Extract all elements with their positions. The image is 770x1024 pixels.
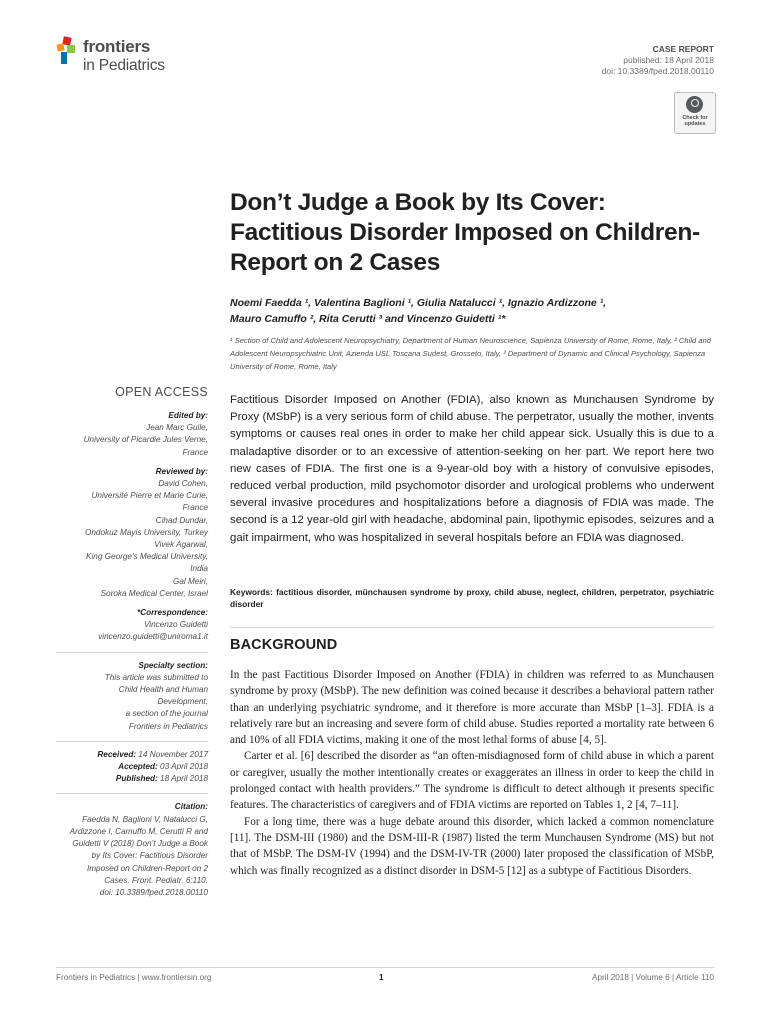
edited-by-heading: Edited by: <box>168 411 208 420</box>
body-paragraph: Carter et al. [6] described the disorder as “an often-misdiagnosed form of child abuse in which a parent or caregiver, usually the mother intentionally creates or exaggerates an illness in order to keep the child in prolonged contact with health providers.” The syndrome is difficult to detect although it presents specific features. The characteristics of caregivers and of FDIA victims are reported on Tables 1, 2 [4, 7–11]. <box>230 750 714 812</box>
citation-line: Ardizzone I, Camuffo M, Cerutti R and <box>69 826 208 836</box>
published-date: published: 18 April 2018 <box>623 55 714 65</box>
specialty-line: Frontiers in Pediatrics <box>128 721 208 731</box>
citation-line: Cases. Front. Pediatr. 6:110. <box>104 875 208 885</box>
specialty-line: Child Health and Human <box>118 685 208 695</box>
published-date-sidebar: Published: 18 April 2018 <box>115 774 208 784</box>
specialty-line: Development, <box>157 697 208 707</box>
citation-heading: Citation: <box>174 802 208 812</box>
journal-logo[interactable] <box>55 33 205 81</box>
citation-line: Faedda N, Baglioni V, Natalucci G, <box>82 814 208 824</box>
authors-line: Noemi Faedda ¹, Valentina Baglioni ¹, Giulia Natalucci ¹, Ignazio Ardizzone ¹, <box>230 297 607 309</box>
article-meta <box>602 44 714 77</box>
correspondence-email[interactable]: vincenzo.guidetti@uniroma1.it <box>98 632 208 642</box>
article-title: Don’t Judge a Book by Its Cover: Factitious Disorder Imposed on Children-Report on 2 Cases <box>230 189 700 276</box>
doi-link[interactable]: doi: 10.3389/fped.2018.00110 <box>601 66 714 76</box>
editor-line: France <box>182 447 208 457</box>
article-info-sidebar <box>56 384 208 899</box>
reviewer-line: Ondokuz Mayis University, Turkey <box>85 527 208 537</box>
footer-issue: April 2018 | Volume 6 | Article 110 <box>592 973 714 982</box>
page-number: 1 <box>379 973 384 982</box>
accepted-date: Accepted: 03 April 2018 <box>118 762 208 772</box>
specialty-line: a section of the journal <box>125 709 208 719</box>
article-type: CASE REPORT <box>652 44 714 54</box>
journal-subtitle: in Pediatrics <box>83 57 165 74</box>
reviewer-line: India <box>190 564 208 574</box>
reviewer-line: Soroka Medical Center, Israel <box>100 588 208 598</box>
reviewer-line: King George's Medical University, <box>86 552 208 562</box>
reviewer-line: Université Pierre et Marie Curie, <box>91 491 208 501</box>
footer-journal[interactable]: Frontiers in Pediatrics | www.frontiersin.org <box>56 973 212 982</box>
specialty-heading: Specialty section: <box>138 660 208 670</box>
author-list <box>230 296 710 327</box>
editor-line: Jean Marc Guile, <box>146 423 208 433</box>
frontiers-logo-icon <box>55 35 83 65</box>
section-heading: BACKGROUND <box>230 637 338 653</box>
check-updates-icon <box>686 96 703 113</box>
reviewed-by-heading: Reviewed by: <box>155 466 208 476</box>
specialty-line: This article was submitted to <box>104 672 208 682</box>
keywords-list: factitious disorder, münchausen syndrome by proxy, child abuse, neglect, children, perpetrator, psychiatric disorder <box>230 587 714 609</box>
check-for-updates-badge[interactable]: Check for updates <box>674 92 716 134</box>
authors-line: Mauro Camuffo ², Rita Cerutti ³ and Vincenzo Guidetti ¹* <box>230 312 506 325</box>
reviewer-line: Vivek Agarwal, <box>154 540 208 550</box>
abstract: Factitious Disorder Imposed on Another (FDIA), also known as Munchausen Syndrome by Proxy (MSbP) is a very serious form of child abuse. The perpetrator, usually the mother, invents symptoms or causes real ones in order to make her child appear sick. Usually this is due to a maladaptive disorder or to an excessive of attention-seeking on her part. We report here two new cases of FDIA. The first one is a 9-year-old boy with a history of convulsive episodes, reduced verbal production, mild psychomotor disorder and urological problems who underwent several invasive procedures and hospitalizations before a diagnosis of FDIA was made. The second is a 12 year-old girl with headache, abdominal pain, lipothymic episodes, seizures and a gait impairment, who was hospitalized in several hospitals before an FDIA was diagnosed. <box>230 394 714 544</box>
reviewer-line: Gal Meiri, <box>172 576 208 586</box>
citation-line: doi: 10.3389/fped.2018.00110 <box>99 887 208 897</box>
reviewer-line: David Cohen, <box>158 479 208 489</box>
editor-line: University of Picardie Jules Verne, <box>83 435 208 445</box>
reviewer-line: France <box>182 503 208 513</box>
section-divider <box>230 627 714 628</box>
open-access-label: OPEN ACCESS <box>115 385 208 399</box>
keywords-label: Keywords: <box>230 587 273 597</box>
reviewer-line: Cihad Dundar, <box>155 515 208 525</box>
affiliations: ¹ Section of Child and Adolescent Neuropsychiatry, Department of Human Neuroscience, Sapienza University of Rome, Rome, Italy, ² Child and Adolescent Neuropsychiatric Unit, Azienda USL Toscana Sudest, Grosseto, Italy, ³ Department of Dynamic and Clinical Psychology, Sapienza University of Rome, Rome, Italy <box>230 336 712 371</box>
correspondence-name: Vincenzo Guidetti <box>143 620 208 630</box>
citation-line: Imposed on Children-Report on 2 <box>86 863 208 873</box>
received-date: Received: 14 November 2017 <box>97 749 208 759</box>
journal-name: frontiers <box>83 37 151 56</box>
body-paragraph: In the past Factitious Disorder Imposed on Another (FDIA) in children was referred to as Munchausen syndrome by proxy (MSbP). The new definition was coined because it describes a behavioral pattern rather than an underlying psychiatric syndrome, and it therefore is more accurate than MSbP [1–3]. FDIA is a relatively rare but an increasing and severe form of child abuse. Studies reported a mortality rate between 6 and 10% of all FDIA victims, making it one of the most lethal forms of abuse [4, 5]. <box>230 669 714 747</box>
keywords <box>230 586 714 610</box>
correspondence-heading: *Correspondence: <box>137 608 208 618</box>
body-text <box>230 667 714 879</box>
footer-divider <box>56 967 714 968</box>
citation-line: by Its Cover: Factitious Disorder <box>91 851 208 861</box>
citation-line: Guidetti V (2018) Don’t Judge a Book <box>72 839 208 849</box>
body-paragraph: For a long time, there was a huge debate around this disorder, which lacked a common nomenclature [11]. The DSM-III (1980) and the DSM-III-R (1987) listed the term Munchausen Syndrome (MS) but not that of MSbP. The DSM-IV (1994) and the DSM-IV-TR (2000) later proposed the classification of MSbP, which was finally recognized as a distinct disorder in DSM-5 [12] as a subtype of Factitious Disorders. <box>230 815 714 877</box>
